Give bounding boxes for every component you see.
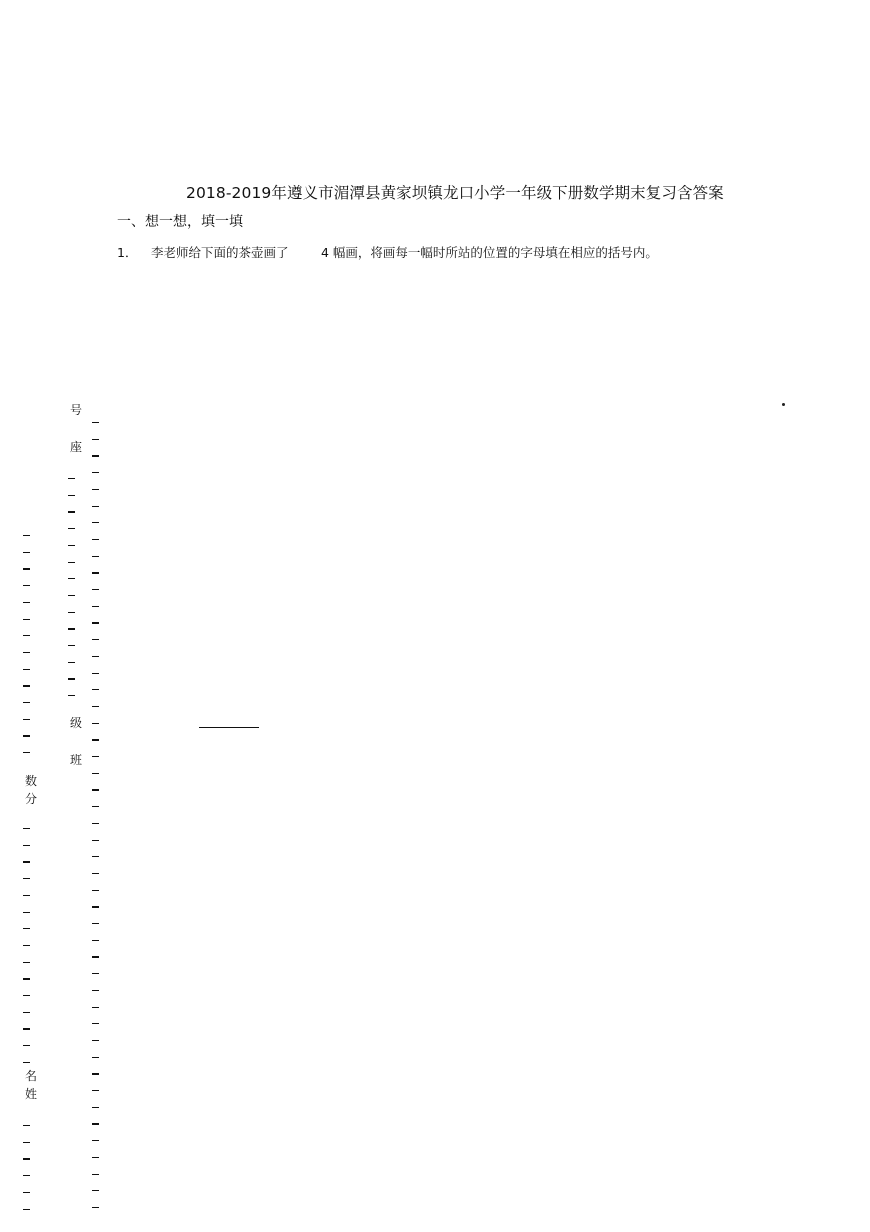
question-text-part-1: 李老师给下面的茶壶画了 bbox=[151, 245, 289, 260]
margin-dash bbox=[92, 1090, 99, 1091]
margin-dash bbox=[92, 1040, 99, 1041]
margin-dash bbox=[68, 628, 75, 629]
margin-dash bbox=[92, 990, 99, 991]
answer-blank-line[interactable] bbox=[199, 727, 259, 728]
margin-dash bbox=[23, 978, 30, 979]
margin-dash bbox=[23, 878, 30, 879]
margin-dash bbox=[68, 678, 75, 679]
margin-dash bbox=[23, 1175, 30, 1176]
margin-dash bbox=[68, 578, 75, 579]
margin-dash bbox=[92, 723, 99, 724]
margin-dash bbox=[92, 906, 99, 907]
margin-dash bbox=[92, 773, 99, 774]
margin-dash bbox=[68, 478, 75, 479]
margin-dash bbox=[23, 1045, 30, 1046]
margin-dash bbox=[68, 612, 75, 613]
margin-dash bbox=[23, 1062, 30, 1063]
margin-label-name-2: 姓 bbox=[25, 1087, 38, 1101]
margin-dash bbox=[23, 861, 30, 862]
margin-dash bbox=[92, 739, 99, 740]
margin-dash bbox=[92, 639, 99, 640]
margin-label-seat-2: 座 bbox=[70, 440, 83, 454]
margin-dash bbox=[68, 695, 75, 696]
margin-dash bbox=[92, 823, 99, 824]
margin-dash bbox=[23, 1192, 30, 1193]
margin-dash bbox=[92, 472, 99, 473]
margin-dash bbox=[92, 572, 99, 573]
margin-dash bbox=[23, 1209, 30, 1210]
margin-dash bbox=[92, 1123, 99, 1124]
margin-dash bbox=[92, 873, 99, 874]
margin-dash bbox=[92, 589, 99, 590]
margin-dash bbox=[92, 656, 99, 657]
margin-dash bbox=[68, 511, 75, 512]
margin-dash bbox=[92, 940, 99, 941]
margin-dash bbox=[23, 535, 30, 536]
margin-dash bbox=[92, 606, 99, 607]
margin-dash bbox=[92, 973, 99, 974]
margin-dash bbox=[92, 455, 99, 456]
margin-dash bbox=[68, 595, 75, 596]
margin-dash bbox=[92, 1023, 99, 1024]
margin-dash bbox=[92, 706, 99, 707]
margin-dash bbox=[23, 735, 30, 736]
margin-dash bbox=[92, 1140, 99, 1141]
margin-dash bbox=[92, 1057, 99, 1058]
margin-dash bbox=[92, 522, 99, 523]
margin-dash bbox=[92, 1174, 99, 1175]
margin-dash bbox=[92, 539, 99, 540]
margin-dash bbox=[68, 662, 75, 663]
margin-dash bbox=[23, 635, 30, 636]
margin-dash bbox=[92, 756, 99, 757]
margin-dash bbox=[92, 1207, 99, 1208]
margin-dash bbox=[23, 962, 30, 963]
margin-dash bbox=[92, 506, 99, 507]
margin-dash bbox=[92, 806, 99, 807]
margin-dash bbox=[23, 895, 30, 896]
margin-dash bbox=[92, 673, 99, 674]
margin-dash bbox=[92, 1007, 99, 1008]
margin-label-seat-1: 号 bbox=[70, 403, 83, 417]
margin-dash bbox=[23, 619, 30, 620]
margin-dash bbox=[23, 752, 30, 753]
margin-dash bbox=[23, 928, 30, 929]
margin-dash bbox=[92, 890, 99, 891]
margin-dash bbox=[23, 912, 30, 913]
margin-dash bbox=[23, 1012, 30, 1013]
margin-dash bbox=[92, 622, 99, 623]
margin-dash bbox=[23, 652, 30, 653]
margin-dash bbox=[23, 552, 30, 553]
margin-dash bbox=[23, 1142, 30, 1143]
margin-dash bbox=[23, 945, 30, 946]
margin-dash bbox=[92, 556, 99, 557]
margin-dash bbox=[68, 645, 75, 646]
margin-dash bbox=[23, 828, 30, 829]
margin-dash bbox=[92, 840, 99, 841]
margin-label-name-1: 名 bbox=[25, 1069, 38, 1083]
margin-dash bbox=[23, 1158, 30, 1159]
margin-dash bbox=[23, 995, 30, 996]
margin-dash bbox=[92, 789, 99, 790]
margin-dash bbox=[68, 528, 75, 529]
margin-dash bbox=[23, 602, 30, 603]
margin-dash bbox=[92, 1190, 99, 1191]
margin-dash bbox=[92, 1107, 99, 1108]
margin-dash bbox=[68, 545, 75, 546]
margin-label-class-2: 班 bbox=[70, 753, 83, 767]
margin-dash bbox=[23, 669, 30, 670]
margin-dash bbox=[92, 1073, 99, 1074]
question-number: 1． bbox=[117, 245, 138, 260]
margin-dash bbox=[92, 923, 99, 924]
section-heading: 一、想一想，填一填 bbox=[117, 214, 243, 230]
margin-label-score-1: 数 bbox=[25, 774, 38, 788]
margin-dash bbox=[92, 956, 99, 957]
margin-dash bbox=[23, 1028, 30, 1029]
margin-dash bbox=[23, 685, 30, 686]
margin-dash bbox=[23, 702, 30, 703]
margin-dash bbox=[23, 585, 30, 586]
margin-label-score-2: 分 bbox=[25, 792, 38, 806]
margin-dash bbox=[92, 1157, 99, 1158]
margin-dash bbox=[68, 562, 75, 563]
margin-dash bbox=[23, 719, 30, 720]
margin-dash bbox=[92, 439, 99, 440]
margin-dash bbox=[23, 568, 30, 569]
document-title: 2018-2019年遵义市湄潭县黄家坝镇龙口小学一年级下册数学期末复习含答案 bbox=[186, 184, 724, 202]
margin-dash bbox=[23, 1125, 30, 1126]
question-text-part-2: 4 幅画，将画每一幅时所站的位置的字母填在相应的括号内。 bbox=[321, 245, 658, 260]
margin-dash bbox=[23, 845, 30, 846]
margin-dash bbox=[92, 689, 99, 690]
margin-dash bbox=[68, 495, 75, 496]
margin-dash bbox=[92, 856, 99, 857]
stray-dot bbox=[782, 403, 785, 406]
margin-dash bbox=[92, 489, 99, 490]
margin-label-class-1: 级 bbox=[70, 716, 83, 730]
margin-dash bbox=[92, 422, 99, 423]
